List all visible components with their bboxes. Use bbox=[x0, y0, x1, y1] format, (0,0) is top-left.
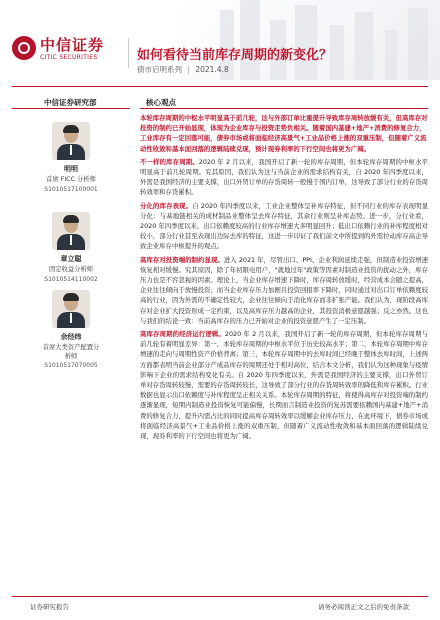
company-logo bbox=[12, 34, 122, 70]
paragraph-text: 2020 年 2 月以来，我国开启了新一轮的库存周期，但本轮库存周期的中枢水平明显高于前几轮周期。究其原因，我们认为这与当前企业的需求结构有关，自 2020 年四季度以来，外需是我国经济的主要支撑，出口外贸订单的存货周转一般慢于国内订单，这导致了部分行业的存货周转效率和存货累积。 bbox=[140, 157, 428, 197]
summary-paragraph: 本轮库存周期的中枢水平明显高于前几轮，这与外部订单比重提升导致库存周转放缓有关，但高库存对投资的制约已开始显现，体现为企业库存与投资走势负相关。随着国内基建+地产+消费的修复合力，工业库存有一定回落可能，债券市场或将面临经济高景气+工业品价格上涨的双重压制，但随着广义流动性收敛和基本面回落的逻辑陆续兑现，预计现券利率的下行空间也将更为广阔。 bbox=[140, 114, 428, 153]
paragraph-lead: 分化的库存表现。 bbox=[140, 201, 193, 210]
paragraph-lead: 高库存对投资端的制约显现。 bbox=[140, 255, 224, 264]
analyst-name: 明明 bbox=[64, 165, 78, 173]
paragraph-text: 2020 年 2 月以来，我国开启了新一轮的库存周期，但本轮库存周期与前几轮有着明显差异：第一，本轮库存周期的中枢水平位于历史较高水平；第二，本轮库存周期中库存增速的走向与周期性资产价格背离；第三，本轮库存周期中的去库时间已经晚于整体去库时间，上述两方面都表明当前企业部分产成品库存的周期还处于相对高位，结合本文分析，我们认为这种现象与疫情影响下企业的需求结构变化有关。自 2020 年四季度以来，外需是我国经济的主要支撑，出口外贸订单对存货周转较慢，需要的存货周转较长，这导致了部分行业的存货周转效率的降低和库存累积。行业数据也显示出口依赖度与补库程度呈正相关关系。本轮库存周期的特征，将使得高库存对投资端的制约逐渐显现，短期内制造业投资恢复可能偏慢，长期而言制造业投资的复苏需要依赖国内基建+地产+消费的修复合力，提升内需占比的同时提高库存周转效率以缓解企业库存压力，在此环境下，债券市场或将面临经济高景气+工业品价格上涨的双重压制，但随着广义流动性收敛和基本面回落的逻辑陆续兑现，现券利率的下行空间也将更为广阔。 bbox=[140, 330, 428, 441]
report-header bbox=[0, 0, 440, 80]
logo-name: 中信证券 bbox=[40, 36, 105, 54]
analyst-name: 余经纬 bbox=[60, 333, 82, 341]
analyst-avatar bbox=[52, 122, 90, 160]
top-divider bbox=[12, 86, 428, 87]
footer-disclaimer: 请务必阅读正文之后的免责条款 bbox=[318, 603, 409, 611]
analyst-role: 首席 FICC 分析师 bbox=[46, 176, 96, 183]
footer-report-type: 证券研究报告 bbox=[30, 603, 69, 611]
analyst-card bbox=[12, 122, 130, 193]
footer-divider bbox=[12, 596, 428, 597]
logo-mark-icon bbox=[12, 36, 36, 60]
paragraph-lead: 高库存周期的经济运行逻辑。 bbox=[140, 330, 225, 339]
body-paragraph bbox=[140, 255, 428, 326]
logo-english-name: CITIC SECURITIES bbox=[40, 54, 98, 61]
analyst-avatar bbox=[52, 290, 90, 328]
analyst-cert-id: S1010517070005 bbox=[44, 362, 98, 369]
body-paragraph bbox=[140, 201, 428, 252]
analyst-name: 章立聪 bbox=[60, 255, 82, 263]
report-series: 债市启明系列 bbox=[137, 65, 182, 74]
analyst-cert-id: S1010517100001 bbox=[44, 185, 98, 193]
analyst-section-title: 中信证券研究部 bbox=[44, 98, 97, 107]
paragraph-text: 自 2020 年四季度以来，工业企业整体呈补库存特征，但不同行业的库存表现明显分化：与基地链相关的成材制品业整体呈去库存特征，其余行业则呈补库态势。进一步，分行业看，2020 年四季度以来，出口依赖度较高的行业库存增速大多明显回升；低出口依赖行业的补库程度相对较小，部分行业甚至表现出边际去库的特征，这进一步印证了我们前文中所提到的外需拉动库存高企导致企业库存中枢提升的观点。 bbox=[140, 201, 428, 251]
paragraph-lead: 不一样的库存周期。 bbox=[140, 157, 199, 166]
body-paragraph bbox=[140, 157, 428, 198]
right-section-rule bbox=[140, 108, 428, 109]
report-title: 如何看待当前库存周期的新变化？ bbox=[137, 48, 333, 63]
analyst-role: 固定收益分析师 bbox=[48, 266, 94, 273]
paragraph-text: 进入 2021 年，尽管出口、PPI、企业利润延续走强，但制造业投资增速恢复相对缓慢。究其原因，除了年初限电用户，"就地过年"政策等因素对制造业投资的扰动之外，库存压力也是不容忽视的因素。理论上，当企业库存增速下降时，库存周转放缓时，经营成本会随之提高，企业往往倾向于放慢投资；而当企业库存压力加剧且投资回报率下降时，同时通过对出口订单依赖度较高的行业，因为外需的不确定性较大，企业往往倾向于消化库存而非扩张产能。我们认为，现阶段高库存对企业扩大投资形成一定约束，以及高库存压力越高的企业，其投资消极意愿越强；反之亦然。这也与我们的结论一致：当前高库存的压力已开始对企业的投资意愿产生了一定压制。 bbox=[140, 255, 429, 325]
body-paragraph bbox=[140, 329, 428, 441]
analyst-card bbox=[12, 212, 130, 283]
left-section-rule bbox=[12, 108, 130, 109]
analyst-card bbox=[12, 290, 130, 369]
report-subtitle bbox=[137, 64, 229, 75]
subtitle-separator: | bbox=[187, 65, 190, 74]
core-view-content bbox=[140, 113, 428, 444]
analyst-cert-id: S1010514110002 bbox=[44, 275, 98, 283]
analyst-avatar bbox=[52, 212, 90, 250]
header-divider bbox=[128, 38, 129, 68]
report-date: 2021.4.8 bbox=[195, 65, 229, 74]
core-view-section-title: 核心观点 bbox=[146, 98, 176, 107]
analyst-role: 首席大类资产配置分析师 bbox=[42, 344, 100, 360]
